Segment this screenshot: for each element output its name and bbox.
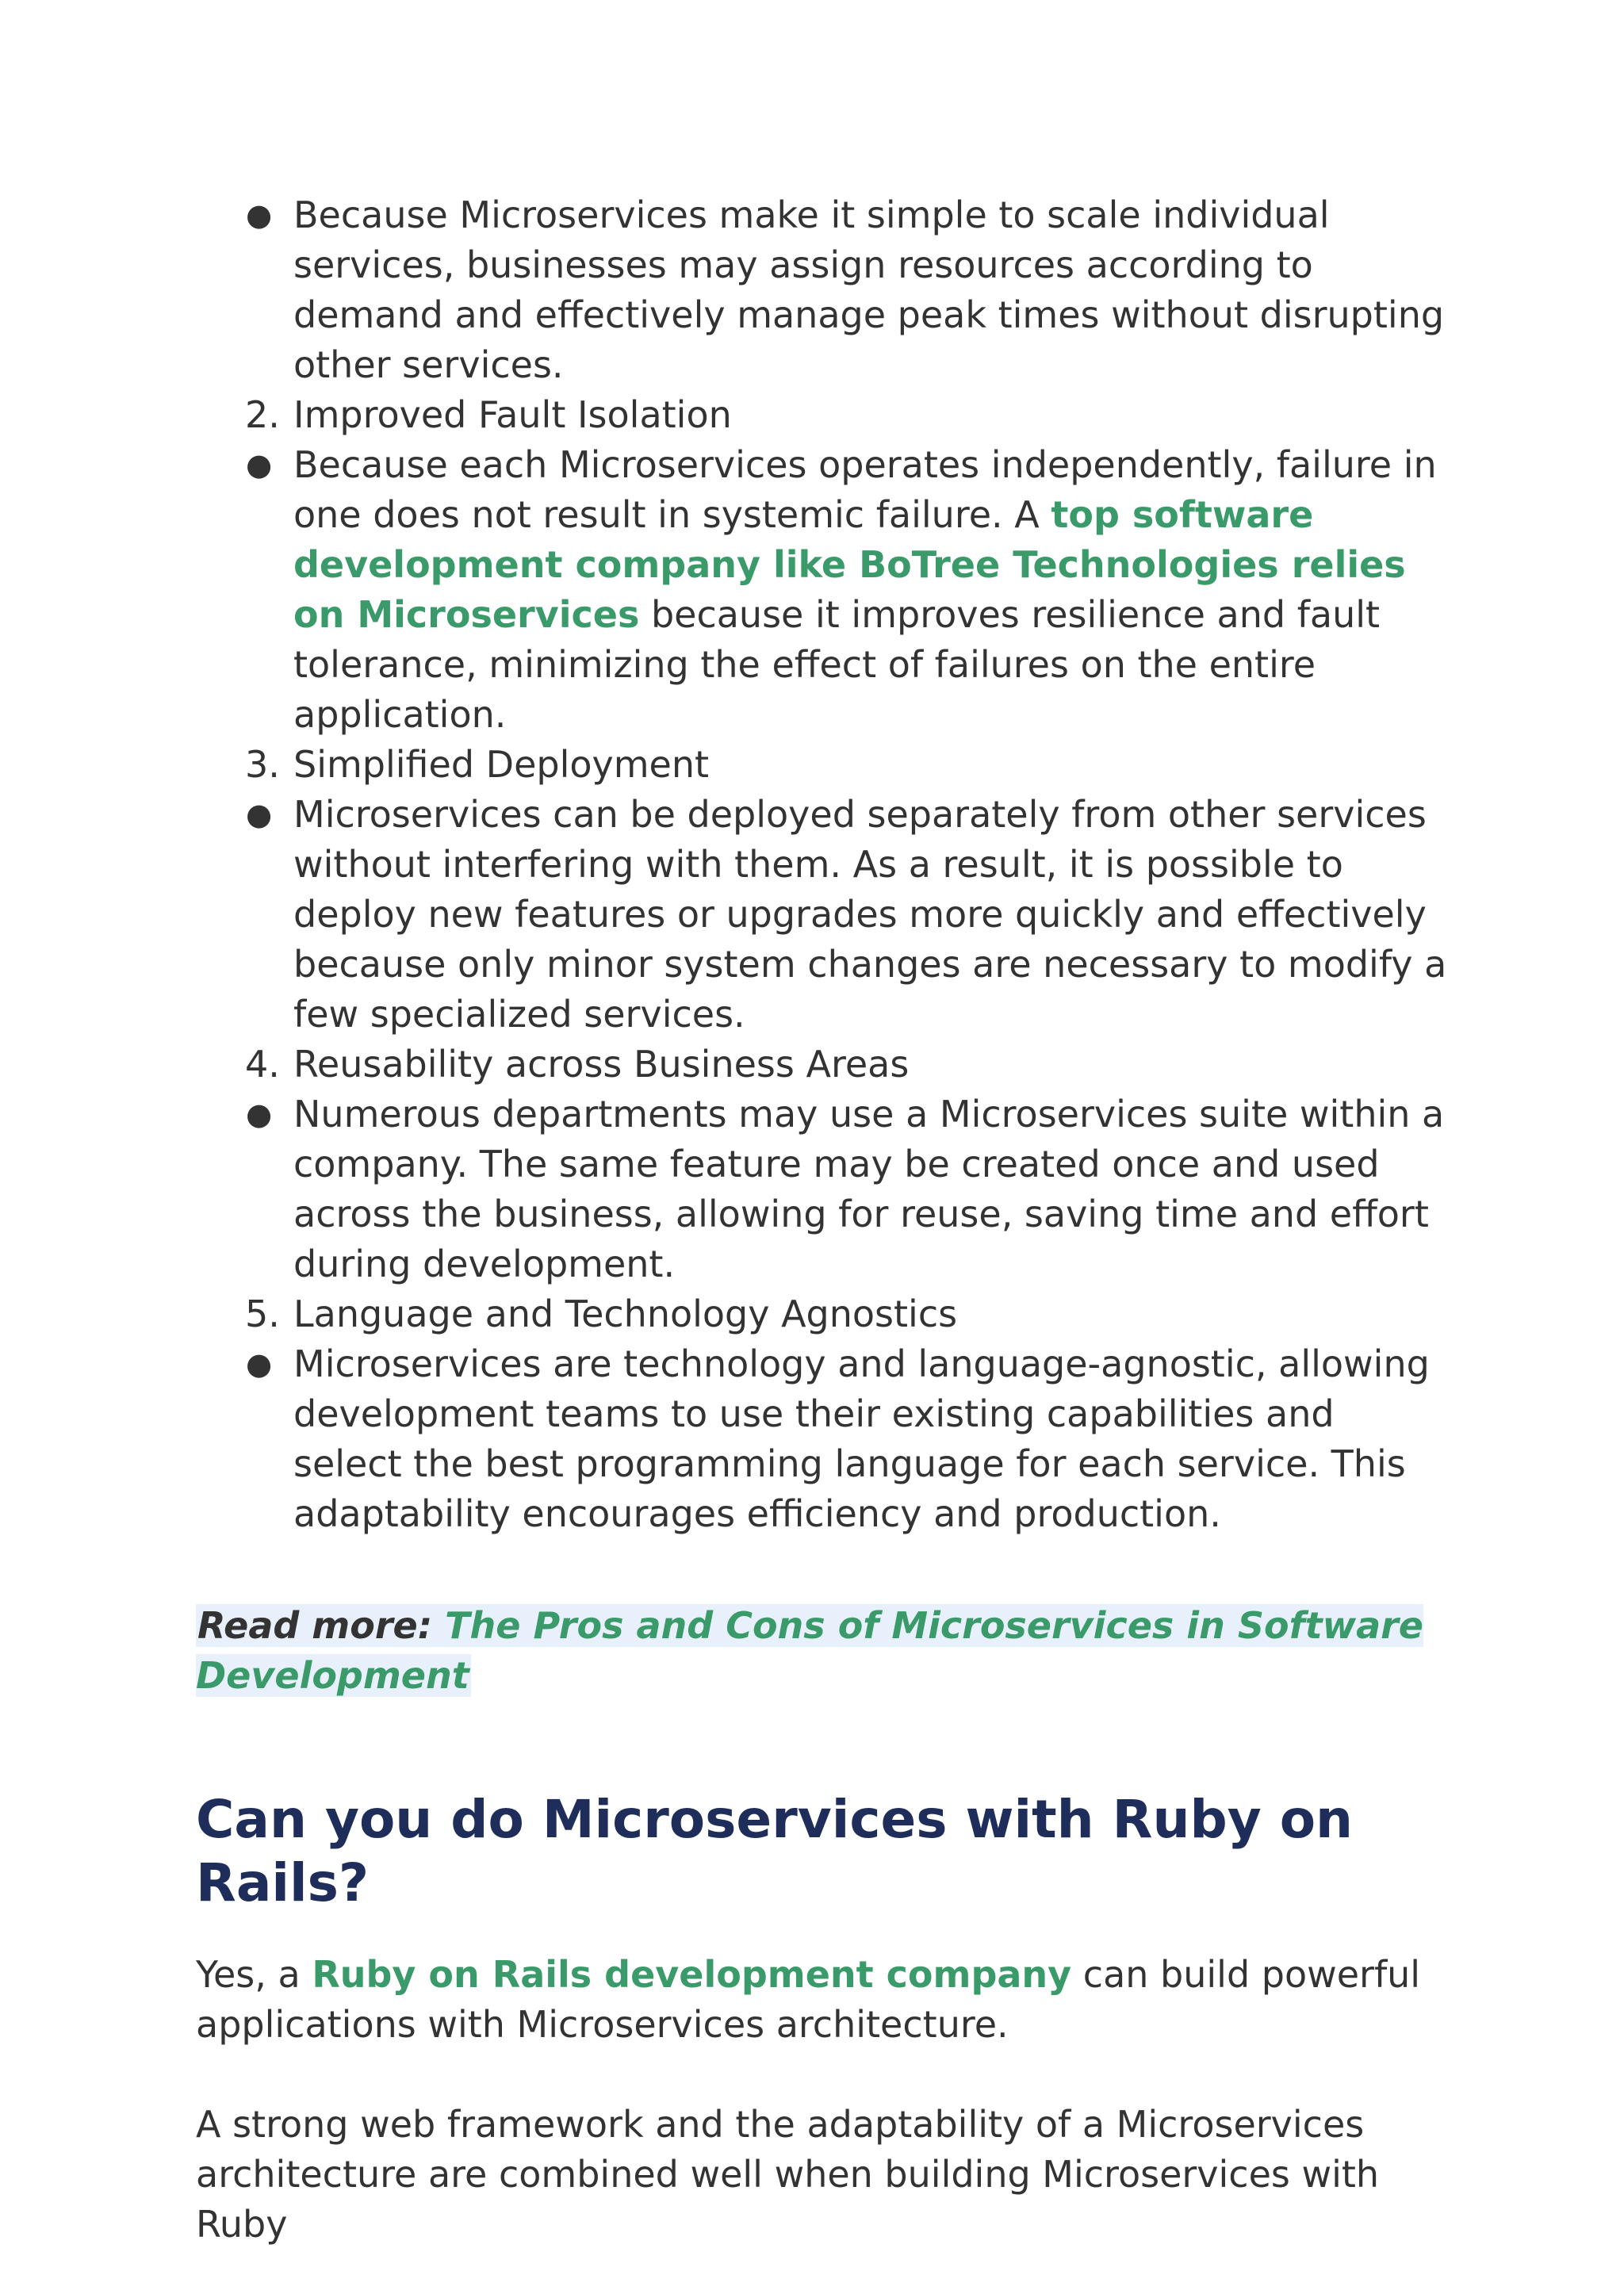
read-more-label: Read more: [197, 1604, 446, 1647]
list-item [196, 390, 1449, 440]
ror-company-link[interactable]: Ruby on Rails development company [312, 1953, 1072, 1996]
read-more-link[interactable]: The Pros and Cons of Microservices in Software Development [196, 1604, 1423, 1697]
list-item-text: Reusability across Business Areas [293, 1043, 910, 1086]
paragraph-text: Yes, a [196, 1953, 312, 1996]
list-item [196, 1339, 1449, 1539]
list-item-text: Numerous departments may use a Microservices suite within a company. The same feature may be created once and used across the business, allowing for reuse, saving time and effort during development. [293, 1093, 1445, 1285]
number-marker: 4. [245, 1043, 280, 1086]
number-marker: 3. [245, 743, 280, 786]
list-item-text: Language and Technology Agnostics [293, 1293, 958, 1335]
list-item [196, 1040, 1449, 1090]
section-heading: Can you do Microservices with Ruby on Rails? [196, 1789, 1354, 1913]
list-item-text: Because Microservices make it simple to scale individual services, businesses may assign resources according to demand and effectively manage peak times without disrupting other services. [293, 193, 1445, 386]
list-item [196, 740, 1449, 790]
botree-link[interactable]: top software development company like BoTree Technologies relies on Microservices [293, 493, 1406, 636]
page-content [196, 190, 1449, 2250]
bullet-marker: ● [246, 797, 273, 832]
benefits-list [196, 190, 1449, 1539]
number-marker: 2. [245, 393, 280, 436]
paragraph-text: can build powerful applications with Microservices architecture. [196, 1953, 1421, 2046]
list-item-text: Because each Microservices operates independently, failure in one does not result in systemic failure. A [293, 443, 1437, 536]
list-item [196, 1289, 1449, 1339]
list-item-text: Microservices can be deployed separately from other services without interfering with them. As a result, it is possible to deploy new features or upgrades more quickly and effectively because only minor system changes are necessary to modify a few specialized services. [293, 793, 1447, 1036]
list-item-text: Improved Fault Isolation [293, 393, 732, 436]
bullet-marker: ● [246, 1346, 273, 1381]
list-item [196, 1090, 1449, 1289]
list-item-text: Simplified Deployment [293, 743, 710, 786]
paragraph: A strong web framework and the adaptability of a Microservices architecture are combined well when building Microservices with Ruby [196, 2103, 1380, 2246]
number-marker: 5. [245, 1293, 280, 1335]
list-item-text: because it improves resilience and fault tolerance, minimizing the effect of failures on the entire application. [293, 593, 1381, 736]
bullet-marker: ● [246, 447, 273, 482]
list-item [196, 440, 1449, 740]
list-item [196, 790, 1449, 1040]
list-item [196, 190, 1449, 390]
bullet-marker: ● [246, 197, 273, 232]
list-item-text: Microservices are technology and language-agnostic, allowing development teams to use their existing capabilities and select the best programming language for each service. This adaptability encourages efficiency and production. [293, 1342, 1430, 1535]
read-more [196, 1601, 1449, 1701]
bullet-marker: ● [246, 1097, 273, 1132]
paragraph [196, 1950, 1449, 2050]
